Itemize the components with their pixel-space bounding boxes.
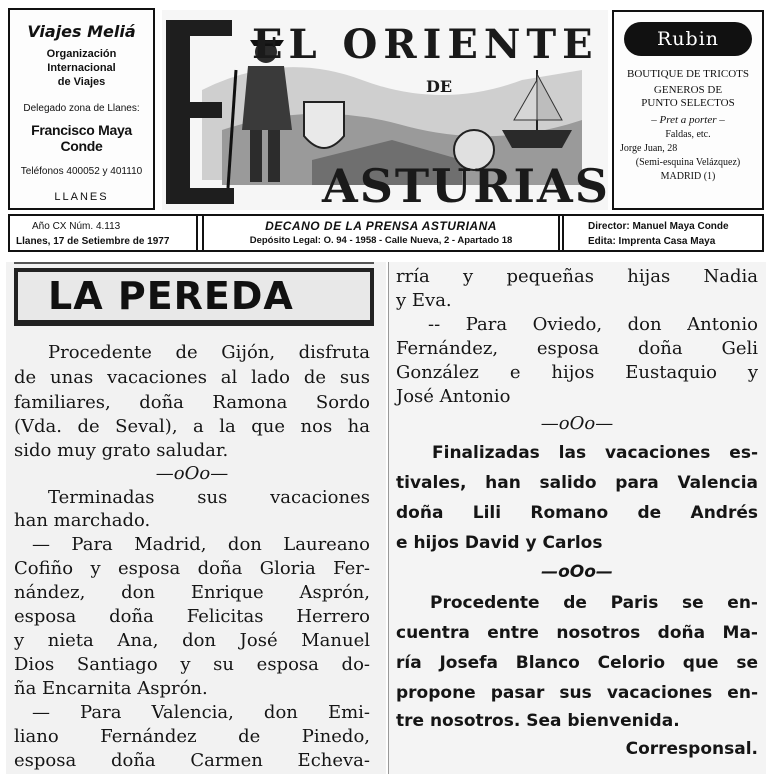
issue-date: Llanes, 17 de Setiembre de 1977 [16,236,170,247]
right-line-6: José Antonio [396,386,511,407]
left-separator-1: —oOo— [155,463,229,484]
right-line-9: tivales, han salido para Valencia [396,473,758,493]
ad-right-line-3: – Pret a porter – [651,114,725,126]
left-line-2: de unas vacaciones al lado de sus [14,367,370,388]
ad-org-line-2: de Viajes [57,76,106,88]
right-separator-1: —oOo— [540,413,614,434]
issue-year: Año CX [32,221,67,232]
ad-org-line [10,47,153,89]
left-line-11: nández, don Enrique Asprón, [14,582,370,603]
ad-right-line-6: (Semi-esquina Velázquez) [635,157,741,168]
left-line-4: (Vda. de Seval), a la que nos ha [14,416,370,437]
left-line-15: ña Encarnita Asprón. [14,678,208,699]
ad-logo-rubin: Rubin [624,22,752,56]
right-line-14: cuentra entre nosotros doña Ma- [396,623,758,643]
right-advertisement [612,10,764,210]
coat-of-arms-icon [304,102,344,148]
ad-right-line-2a: GENEROS DE [653,84,723,96]
left-line-1: Procedente de Gijón, disfruta [48,342,370,363]
ad-city: LLANES [54,191,109,203]
ad-right-line-7: MADRID (1) [660,171,716,182]
masthead-info-strip [8,214,764,252]
left-line-8: han marchado. [14,510,151,531]
left-advertisement [8,8,155,210]
right-line-11: e hijos David y Carlos [396,533,603,553]
left-line-12: esposa doña Felicitas Herrero [14,606,370,627]
ad-delegate-name: Francisco Maya Conde [31,122,132,154]
ad-right-line-5: Jorge Juan, 28 [620,143,678,154]
ad-right-line-2 [614,84,762,110]
right-line-13: Procedente de Paris se en- [430,593,758,613]
left-line-17: liano Fernández de Pinedo, [14,726,370,747]
left-line-7: Terminadas sus vacaciones [48,487,370,508]
left-line-5: sido muy grato saludar. [14,440,229,461]
masthead-title-line-3: ASTURIAS [322,159,608,210]
left-line-10: Cofiño y esposa doña Gloria Fer- [14,558,370,579]
ship-icon [502,130,572,148]
masthead-title-line-2: DE [426,77,453,96]
right-line-4: Fernández, esposa doña Geli [396,338,758,359]
ad-phones: Teléfonos 400052 y 401110 [20,166,143,177]
newspaper-masthead [162,10,608,210]
left-line-18: esposa doña Carmen Echeva- [14,750,370,771]
ad-right-line-2b: PUNTO SELECTOS [641,97,735,109]
left-line-16: — Para Valencia, don Emi- [32,702,370,723]
ad-org-line-1: Organización Internacional [46,48,117,74]
right-line-1: rría y pequeñas hijas Nadia [396,266,758,287]
ad-brand-viajes-melia: Viajes Meliá [27,22,136,41]
issue-number-row [32,221,120,232]
left-line-14: Dios Santiago y su esposa do- [14,654,370,675]
column-top-rule [14,262,374,264]
legal-deposit: Depósito Legal: O. 94 - 1958 - Calle Nueva, 2 - Apartado 18 [249,235,513,246]
right-line-15: ría Josefa Blanco Celorio que se [396,653,758,673]
ad-delegate-label: Delegado zona de Llanes: [23,103,140,114]
left-line-3: familiares, doña Ramona Sordo [14,392,370,413]
issue-number: 4.113 [95,221,121,232]
masthead-title-line-1: EL ORIENTE [252,21,599,68]
right-separator-2: —oOo— [541,562,613,582]
right-line-2: y Eva. [396,290,452,311]
section-header [14,268,374,326]
ad-right-line-1: BOUTIQUE DE TRICOTS [626,68,749,80]
motto-text: DECANO DE LA PRENSA ASTURIANA [265,219,497,233]
issue-number-label: Núm. [69,221,94,232]
issue-info [10,216,198,250]
right-line-10: doña Lili Romano de Andrés [396,503,758,523]
left-line-9: — Para Madrid, don Laureano [32,534,370,555]
editor-credit: Edita: Imprenta Casa Maya [588,236,716,247]
right-line-5: González e hijos Eustaquio y [396,362,758,383]
right-line-8: Finalizadas las vacaciones es- [432,443,758,463]
byline-corresponsal: Corresponsal. [625,739,758,759]
right-line-16: propone pasar sus vacaciones en- [396,683,758,703]
ad-right-line-4: Faldas, etc. [665,129,711,140]
right-line-3: -- Para Oviedo, don Antonio [428,314,758,335]
publication-motto [202,216,560,250]
right-line-17: tre nosotros. Sea bienvenida. [396,711,680,731]
editorial-credits [562,216,764,250]
masthead-illustration [162,10,608,210]
left-line-13: y nieta Ana, don José Manuel [14,630,370,651]
section-title: LA PEREDA [18,272,370,320]
director-credit: Director: Manuel Maya Conde [588,221,729,232]
